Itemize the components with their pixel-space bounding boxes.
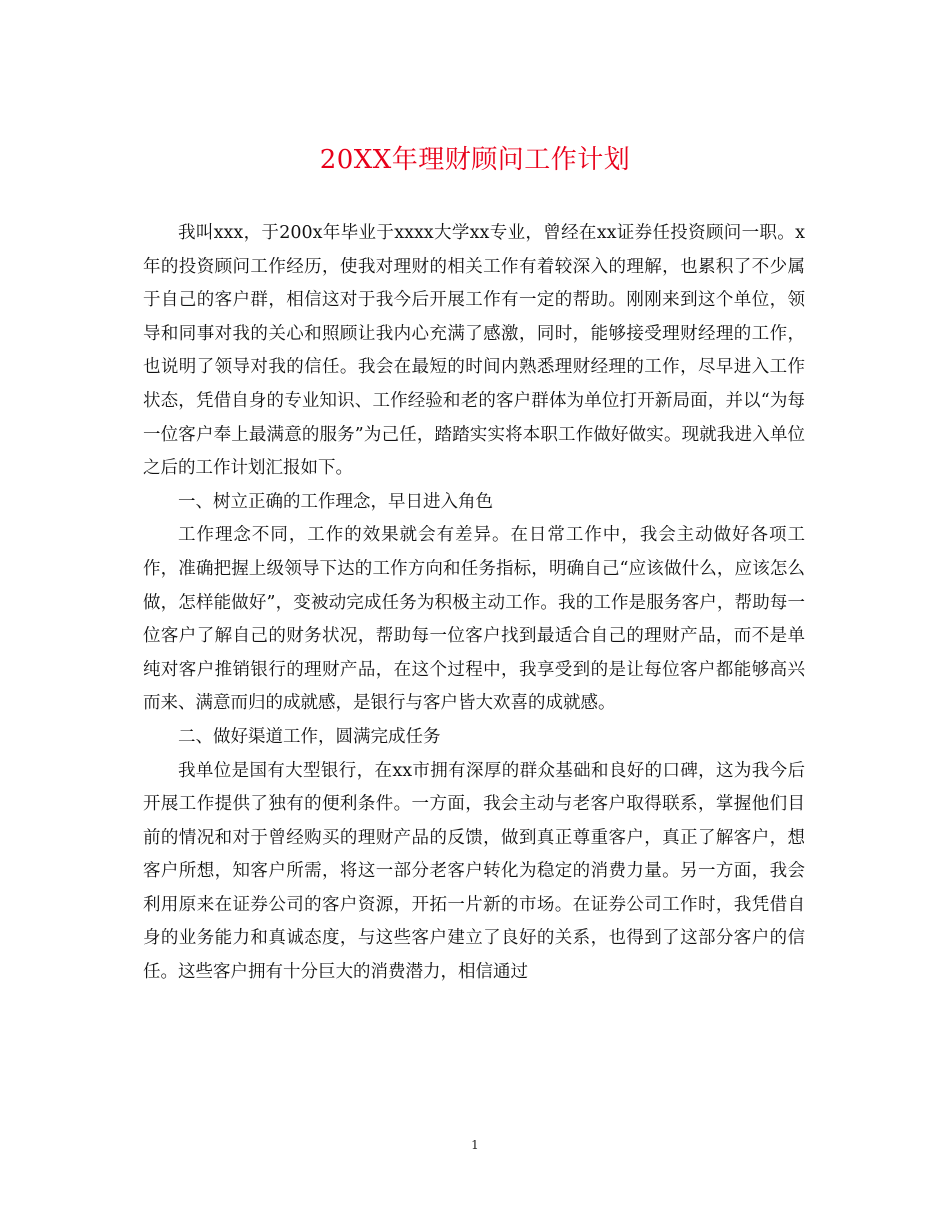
section-heading-2: 二、做好渠道工作，圆满完成任务 (178, 726, 441, 747)
document-title: 20XX年理财顾问工作计划 (319, 145, 631, 175)
document-body (143, 217, 805, 990)
section-2-paragraph: 我单位是国有大型银行，在xx市拥有深厚的群众基础和良好的口碑，这为我今后开展工作提供了独有的便利条件。一方面，我会主动与老客户取得联系，掌握他们目前的情况和对于曾经购买的理财产品的反馈，做到真正尊重客户，真正了解客户，想客户所想，知客户所需，将这一部分老客户转化为稳定的消费力量。另一方面，我会利用原来在证券公司的客户资源，开拓一片新的市场。在证券公司工作时，我凭借自身的业务能力和真诚态度，与这些客户建立了良好的关系，也得到了这部分客户的信任。这些客户拥有十分巨大的消费潜力，相信通过 (143, 760, 805, 983)
section-1-paragraph: 工作理念不同，工作的效果就会有差异。在日常工作中，我会主动做好各项工作，准确把握上级领导下达的工作方向和任务指标，明确自己“应该做什么，应该怎么做，怎样能做好”，变被动完成任务为积极主动工作。我的工作是服务客户，帮助每一位客户了解自己的财务状况，帮助每一位客户找到最适合自己的理财产品，而不是单纯对客户推销银行的理财产品，在这个过程中，我享受到的是让每位客户都能够高兴而来、满意而归的成就感，是银行与客户皆大欢喜的成就感。 (143, 525, 805, 714)
section-heading-1: 一、树立正确的工作理念，早日进入角色 (178, 491, 493, 512)
intro-paragraph: 我叫xxx，于200x年毕业于xxxx大学xx专业，曾经在xx证券任投资顾问一职。x年的投资顾问工作经历，使我对理财的相关工作有着较深入的理解，也累积了不少属于自己的客户群，相信这对于我今后开展工作有一定的帮助。刚刚来到这个单位，领导和同事对我的关心和照顾让我内心充满了感激，同时，能够接受理财经理的工作，也说明了领导对我的信任。我会在最短的时间内熟悉理财经理的工作，尽早进入工作状态，凭借自身的专业知识、工作经验和老的客户群体为单位打开新局面，并以“为每一位客户奉上最满意的服务”为己任，踏踏实实将本职工作做好做实。现就我进入单位之后的工作计划汇报如下。 (143, 223, 805, 479)
page-number: 1 (471, 1138, 479, 1152)
